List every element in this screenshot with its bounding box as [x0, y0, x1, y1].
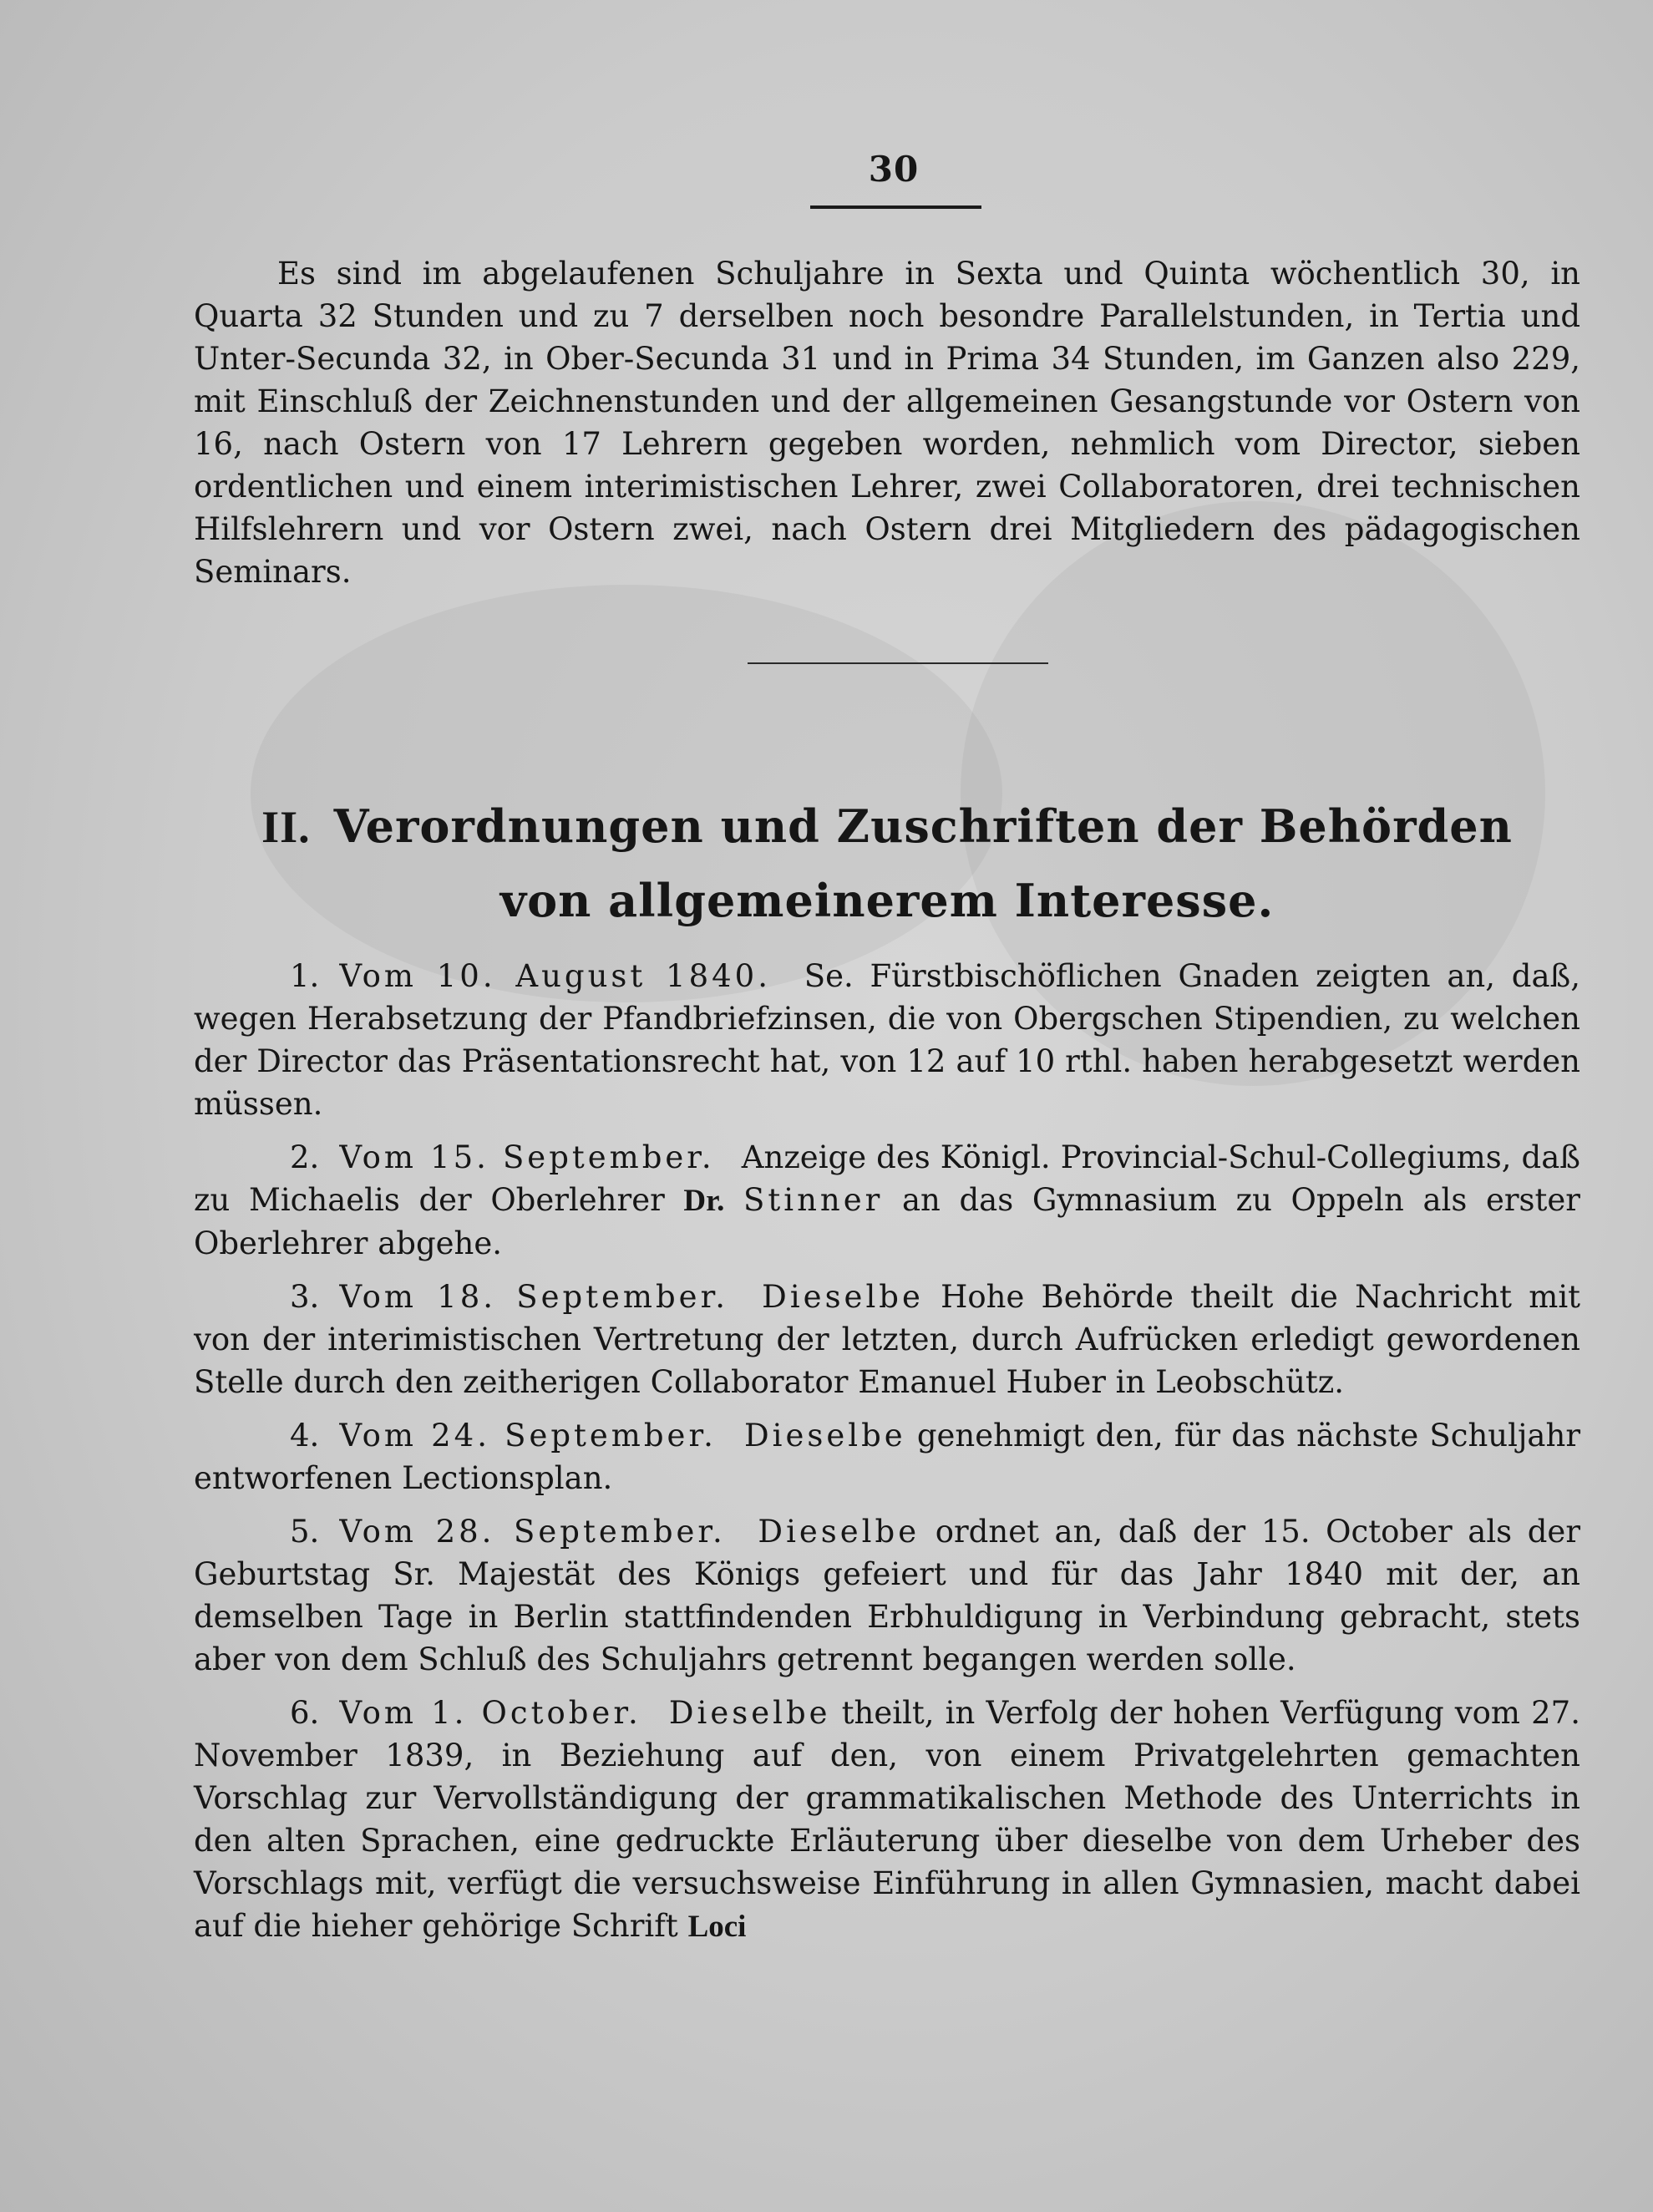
item-date: Vom 15. September.	[339, 1139, 715, 1175]
intro-paragraph	[194, 252, 1580, 593]
intro-text: Es sind im abgelaufenen Schuljahre in Sexta und Quinta wöchentlich 30, in Quarta 32 Stunden und zu 7 derselben noch besondre Parallelstunden, in Tertia und Unter-Secunda 32, in Ober-Secunda 31 und in Prima 34 Stunden, im Ganzen also 229, mit Einschluß der Zeichnenstunden und der allgemeinen Gesangstunde vor Ostern von 16, nach Ostern von 17 Lehrern gegeben worden, nehmlich vom Director, sieben ordentlichen und einem interimistischen Lehrer, zwei Collaboratoren, drei technischen Hilfslehrern und vor Ostern zwei, nach Ostern drei Mitgliedern des pädagogischen Seminars.	[194, 256, 1580, 590]
item-text: ordnet an, daß der 15. October als der Geburtstag Sr. Majestät des Königs gefeiert und für das Jahr 1840 mit der, an demselben Tage in Berlin stattfindenden Erbhuldigung in Verbindung gebracht, stets aber von dem Schluß des Schuljahrs getrennt begangen werden solle.	[194, 1514, 1581, 1677]
item-subject: Dieselbe	[743, 1418, 906, 1454]
item-number: 2.	[290, 1139, 320, 1175]
item-trailing-word: Loci	[687, 1910, 747, 1944]
item-text: genehmigt den, für das nächste Schuljahr entworfenen Lectionsplan.	[194, 1418, 1581, 1496]
item-subject: Dieselbe	[758, 1514, 920, 1550]
page-number: 30	[868, 149, 920, 190]
item-number: 1.	[290, 958, 320, 994]
item-number: 3.	[290, 1279, 320, 1315]
item-person-name: Stinner	[743, 1182, 884, 1218]
page-number-rule	[810, 205, 981, 209]
list-item	[194, 1510, 1580, 1681]
item-title: Dr.	[683, 1184, 725, 1218]
item-text: theilt, in Verfolg der hohen Verfügung vom 27. November 1839, in Beziehung auf den, von einem Privatgelehrten gemachten Vorschlag zur Vervollständigung der grammatikalischen Methode des Unterrichts in den alten Sprachen, eine gedruckte Erläuterung über dieselbe von dem Urheber des Vorschlags mit, verfügt die versuchsweise Einführung in allen Gymnasien, macht dabei auf die hieher gehörige Schrift	[194, 1695, 1580, 1944]
list-item	[194, 1692, 1580, 1948]
item-subject: Dieselbe	[668, 1695, 831, 1731]
list-item	[194, 955, 1580, 1125]
item-text: an das Gymnasium zu Oppeln als erster Oberlehrer abgehe.	[194, 1182, 1580, 1261]
item-date: Vom 24. September.	[339, 1418, 717, 1454]
item-date: Vom 18. September.	[339, 1279, 728, 1315]
item-text: Se. Fürstbischöflichen Gnaden zeigten an, daß, wegen Herabsetzung der Pfandbriefzinsen, die von Obergschen Stipendien, zu welchen der Director das Präsentationsrecht hat, von 12 auf 10 rthl. haben herabgesetzt werden müssen.	[194, 958, 1581, 1122]
item-text: Anzeige des Königl. Provincial-Schul-Collegiums, daß zu Michaelis der Oberlehrer	[194, 1139, 1581, 1218]
ordinance-list	[194, 955, 1580, 1959]
item-date: Vom 1. October.	[339, 1695, 641, 1731]
section-divider	[748, 662, 1048, 664]
item-date: Vom 28. September.	[339, 1514, 726, 1550]
section-heading	[194, 789, 1580, 937]
list-item	[194, 1276, 1580, 1403]
item-date: Vom 10. August 1840.	[339, 958, 771, 994]
list-item	[194, 1414, 1580, 1499]
item-text: Hohe Behörde theilt die Nachricht mit von der interimistischen Vertretung der letzten, durch Aufrücken erledigt gewordenen Stelle durch den zeitherigen Collaborator Emanuel Huber in Leobschütz.	[194, 1279, 1581, 1400]
list-item	[194, 1136, 1580, 1265]
item-subject: Dieselbe	[762, 1279, 924, 1315]
section-title-line-2: von allgemeinerem Interesse.	[499, 874, 1275, 927]
section-numeral: II.	[261, 802, 311, 852]
section-title-line-1: Verordnungen und Zuschriften der Behörden	[333, 799, 1513, 853]
item-number: 6.	[290, 1695, 320, 1731]
item-number: 5.	[290, 1514, 320, 1550]
section-heading-line-1	[194, 789, 1580, 864]
item-number: 4.	[290, 1418, 320, 1454]
